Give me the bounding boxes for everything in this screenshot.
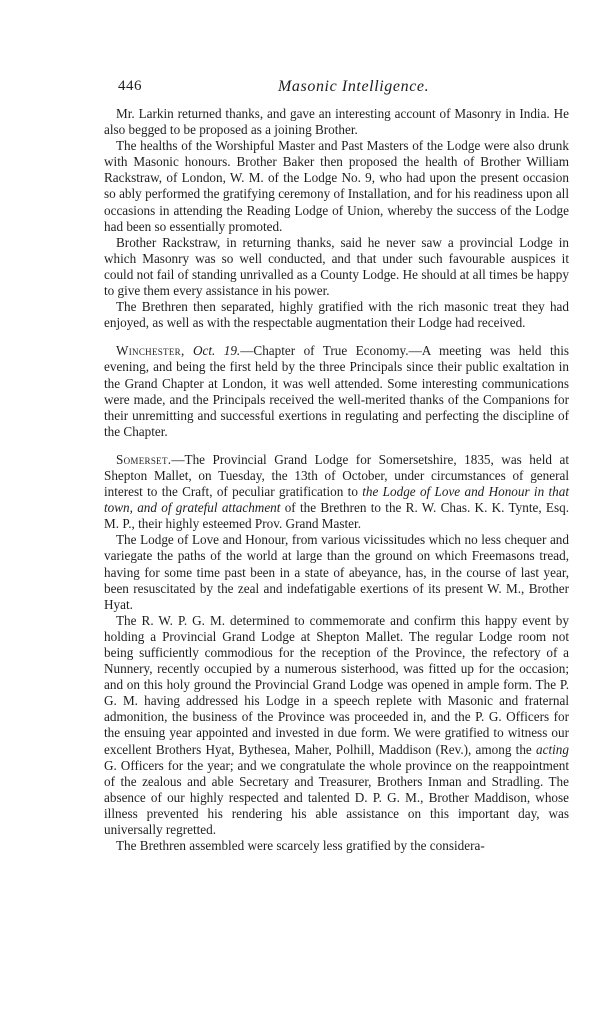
paragraph-provincial-grand-lodge — [104, 613, 569, 838]
winchester-text: —Chapter of True Economy.—A meeting was held this evening, and being the first held by the three Principals since their public exaltation in the Grand Chapter at London, it was well attended. Some interesting communications were made, and the Principals received the well-merited thanks of the Companions for their unremitting and successful exertions in regulating and perfecting the discipline of the Chapter. — [104, 343, 569, 439]
pgl-italic-acting: acting — [536, 741, 569, 757]
article-body — [104, 106, 569, 854]
paragraph-rackstraw-reply: Brother Rackstraw, in returning thanks, said he never saw a provincial Lodge in which Masonry was so well conducted, and that under such favourable auspices it could not fail of standing unrivalled as a County Lodge. He should at all times be happy to give them every assistance in his power. — [104, 234, 569, 299]
date-winchester: Oct. 19. — [192, 343, 241, 359]
pgl-text-b: G. Officers for the year; and we congratulate the whole province on the reappointment of the zealous and able Secretary and Treasurer, Brothers Inman and Stradling. The absence of our highly respected and talented D. P. G. M., Brother Maddison, whose illness prevented his rendering his able assistance on this important day, was universally regretted. — [104, 757, 569, 838]
running-head — [104, 78, 569, 100]
paragraph-somerset — [104, 452, 569, 532]
running-title: Masonic Intelligence. — [278, 78, 430, 95]
somerset-text-a: —The Provincial Grand Lodge for Somersetshire, 1835, was held at Shepton Mallet, on Tuesday, the 13th of October, under circumstances of general interest to the Craft, of peculiar gratification to — [104, 451, 569, 500]
pgl-text-a: The R. W. P. G. M. determined to commemorate and confirm this happy event by holding a Provincial Grand Lodge at Shepton Mallet. The regular Lodge room not being sufficiently commodious for the reception of the Province, the refectory of a Nunnery, recently occupied by a numerous sisterhood, was fitted up for the occasion; and on this holy ground the Provincial Grand Lodge was opened in ample form. The P. G. M. having addressed his Lodge in a speech replete with Masonic and fraternal admonition, the business of the Province was proceeded in, and the P. G. Officers for the ensuing year appointed and invested in due form. We were gratified to witness our excellent Brothers Hyat, Bythesea, Maher, Polhill, Maddison (Rev.), among the — [104, 612, 569, 757]
place-heading-winchester: Winchester, — [116, 343, 185, 359]
page-number: 446 — [118, 78, 142, 94]
somerset-italic: the Lodge of Love and Honour in that town, and of grateful attachment — [104, 484, 570, 516]
paragraph-larkin-thanks: Mr. Larkin returned thanks, and gave an interesting account of Masonry in India. He also begged to be proposed as a joining Brother. — [104, 106, 569, 138]
place-heading-somerset: Somerset. — [116, 451, 172, 467]
paragraph-winchester — [104, 343, 569, 440]
paragraph-healths: The healths of the Worshipful Master and Past Masters of the Lodge were also drunk with Masonic honours. Brother Baker then proposed the health of Brother William Rackstraw, of London, W. M. of the Lodge No. 9, who had upon the present occasion so ably performed the gratifying ceremony of Installation, and for his readiness upon all occasions in attending the Reading Lodge of Union, whereby the success of the Lodge had been so essentially promoted. — [104, 138, 569, 234]
paragraph-brethren-separated: The Brethren then separated, highly gratified with the rich masonic treat they had enjoyed, as well as with the respectable augmentation their Lodge had received. — [104, 299, 569, 331]
somerset-text-b: of the Brethren to the R. W. Chas. K. K. Tynte, Esq. M. P., their highly esteemed Prov. Grand Master. — [104, 500, 569, 532]
page — [104, 78, 569, 854]
paragraph-brethren-assembled: The Brethren assembled were scarcely less gratified by the considera- — [116, 838, 485, 854]
paragraph-lodge-love-honour: The Lodge of Love and Honour, from various vicissitudes which no less chequer and variegate the paths of the world at large than the ground on which Freemasons tread, having for some time past been in a state of abeyance, has, in the course of last year, been resuscitated by the zeal and indefatigable exertions of its present W. M., Brother Hyat. — [104, 532, 569, 612]
